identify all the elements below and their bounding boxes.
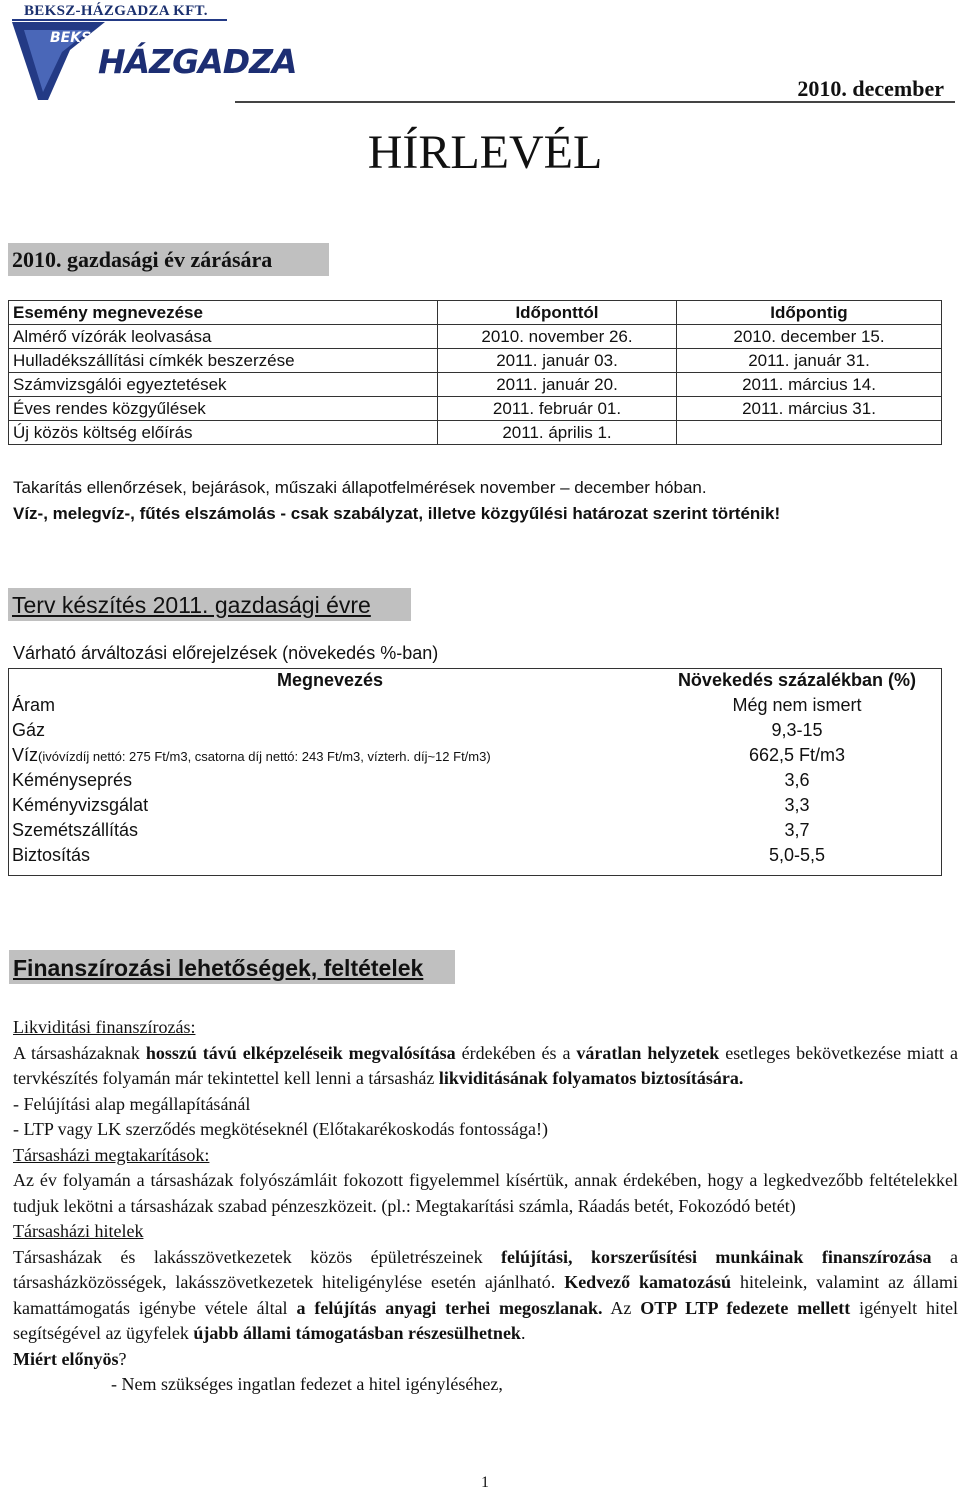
text-run-bold: OTP LTP fedezete mellett (640, 1297, 851, 1318)
text-run-bold: a felújítás anyagi terhei megoszlanak. (296, 1297, 603, 1318)
paragraph-loans (13, 1245, 958, 1347)
table-row (8, 843, 942, 868)
table-cell: 2010. december 15. (677, 325, 942, 349)
subheading-liquidity: Likviditási finanszírozás: (13, 1017, 196, 1037)
water-fee-details: (ivóvízdíj nettó: 275 Ft/m3, csatorna díj nettó: 243 Ft/m3, vízterh. díj~12 Ft/m3) (38, 749, 491, 764)
price-forecast-intro: Várható árváltozási előrejelzések (növekedés %-ban) (13, 643, 439, 663)
table-cell: Számvizsgálói egyeztetések (9, 373, 438, 397)
events-table (8, 300, 942, 445)
header-rule (235, 101, 955, 103)
table-cell: Szemétszállítás (12, 820, 139, 840)
subheading-savings: Társasházi megtakarítások: (13, 1144, 210, 1165)
table-cell: Kéményseprés (12, 770, 133, 790)
table-cell: Biztosítás (12, 845, 91, 865)
row-name: Víz (12, 745, 39, 765)
table-header-row (9, 301, 942, 325)
text-run: a társasházközösségek, lakásszövetkezetek hiteligénylése esetén ajánlható. (13, 1246, 958, 1292)
text-run-bold: váratlan helyzetek (576, 1042, 720, 1063)
table-cell: 662,5 Ft/m3 (748, 745, 846, 765)
table-header-cell: Időpontig (677, 301, 942, 325)
text-run: A társasházaknak (13, 1042, 146, 1063)
table-cell: 5,0-5,5 (768, 845, 826, 865)
table-cell: 9,3-15 (771, 720, 823, 740)
table-cell (677, 421, 942, 445)
table-cell: Hulladékszállítási címkék beszerzése (9, 349, 438, 373)
table-row (8, 818, 942, 843)
note-billing: Víz-, melegvíz-, fűtés elszámolás - csak szabályzat, illetve közgyűlési határozat szerint történik! (13, 504, 781, 523)
table-cell: 3,3 (784, 795, 810, 815)
why-advantageous (13, 1347, 958, 1373)
section-heading-financing: Finanszírozási lehetőségek, feltételek (9, 950, 455, 984)
table-row (9, 373, 942, 397)
logo-small-text: BEKSZ (50, 30, 102, 46)
table-row (8, 768, 942, 793)
table-cell: 2011. március 14. (677, 373, 942, 397)
text-run: igényelt hitel segítségével az ügyfelek (13, 1297, 958, 1343)
table-cell: Éves rendes közgyűlések (9, 397, 438, 421)
text-run-bold: hosszú távú elképzeléseik megvalósítása (145, 1042, 456, 1063)
table-header-cell: Megnevezés (276, 670, 384, 690)
page-number: 1 (481, 1474, 489, 1491)
company-name: BEKSZ-HÁZGADZA KFT. (24, 3, 208, 19)
text-run-bold: likviditásának folyamatos biztosítására. (438, 1068, 744, 1088)
paragraph-liquidity (13, 1041, 958, 1092)
text-run-bold: felújítási, korszerűsítési munkáinak finanszírozása (501, 1246, 932, 1267)
section-heading-year-end: 2010. gazdasági év zárására (8, 243, 329, 276)
paragraph-savings: Az év folyamán a társasházak folyószámláit fokozott figyelemmel kísértük, annak érdekében, hogy a legkedvezőbb feltételekkel tudjuk lekötni a társasházak szabad pénzeszközeit. (pl.: Megtakarítási számla, Ráadás betét, Fokozódó betét) (13, 1170, 958, 1216)
table-row (8, 793, 942, 818)
table-header-cell: Időponttól (438, 301, 677, 325)
text-run: Az (602, 1297, 641, 1318)
table-cell: 2011. április 1. (438, 421, 677, 445)
table-cell: Gáz (12, 720, 46, 740)
price-forecast-table (8, 668, 942, 868)
table-cell: 3,6 (784, 770, 810, 790)
table-cell: Még nem ismert (732, 695, 862, 715)
text-run: . (520, 1323, 526, 1343)
page-title: HÍRLEVÉL (367, 126, 603, 179)
table-cell: 2011. január 03. (438, 349, 677, 373)
table-row (9, 421, 942, 445)
table-row (8, 743, 942, 768)
bullet-no-collateral: - Nem szükséges ingatlan fedezet a hitel igényléséhez, (111, 1374, 503, 1394)
text-run-bold: Miért előnyös (13, 1348, 119, 1369)
financing-body (13, 1015, 958, 1398)
text-run-bold: újabb állami támogatásban részesülhetnek (193, 1323, 521, 1343)
issue-date: 2010. december (797, 76, 944, 101)
table-cell: 2011. március 31. (677, 397, 942, 421)
table-cell: 2010. november 26. (438, 325, 677, 349)
subheading-loans: Társasházi hitelek (13, 1221, 144, 1241)
table-row (8, 693, 942, 718)
bullet-ltp-contract: - LTP vagy LK szerződés megkötéseknél (Előtakarékoskodás fontossága!) (13, 1119, 549, 1139)
table-header-cell: Esemény megnevezése (9, 301, 438, 325)
table-cell: Kéményvizsgálat (12, 795, 149, 815)
table-cell: 3,7 (784, 820, 810, 840)
table-header-cell: Növekedés százalékban (%) (677, 670, 917, 690)
table-cell: 2011. január 31. (677, 349, 942, 373)
text-run: hiteleink, valamint az állami kamattámogatás igénybe vétele által (13, 1272, 959, 1318)
table-cell: Új közös költség előírás (9, 421, 438, 445)
table-row (9, 397, 942, 421)
text-run: Társasházak és lakásszövetkezetek közös épületrészeinek (13, 1246, 502, 1267)
table-cell: 2011. február 01. (438, 397, 677, 421)
table-cell (8, 743, 652, 768)
table-header-row (8, 668, 942, 693)
bullet-renovation-fund: - Felújítási alap megállapításánál (13, 1093, 251, 1114)
logo-wordmark: HÁZGADZA (98, 42, 297, 81)
table-row (9, 349, 942, 373)
table-row (9, 325, 942, 349)
table-cell: Almérő vízórák leolvasása (9, 325, 438, 349)
note-cleaning: Takarítás ellenőrzések, bejárások, műszaki állapotfelmérések november – december hóban. (13, 478, 707, 497)
text-run-bold: Kedvező kamatozású (564, 1272, 732, 1292)
text-run: érdekében és a (455, 1042, 577, 1063)
text-run: ? (118, 1348, 127, 1369)
text-run: esetleges bekövetkezése miatt a tervkészítés folyamán már tekintettel kell lenni a társasház (13, 1042, 958, 1088)
table-cell: Áram (12, 695, 56, 715)
table-cell: 2011. január 20. (438, 373, 677, 397)
section-heading-plan: Terv készítés 2011. gazdasági évre (8, 588, 411, 621)
table-row (8, 718, 942, 743)
